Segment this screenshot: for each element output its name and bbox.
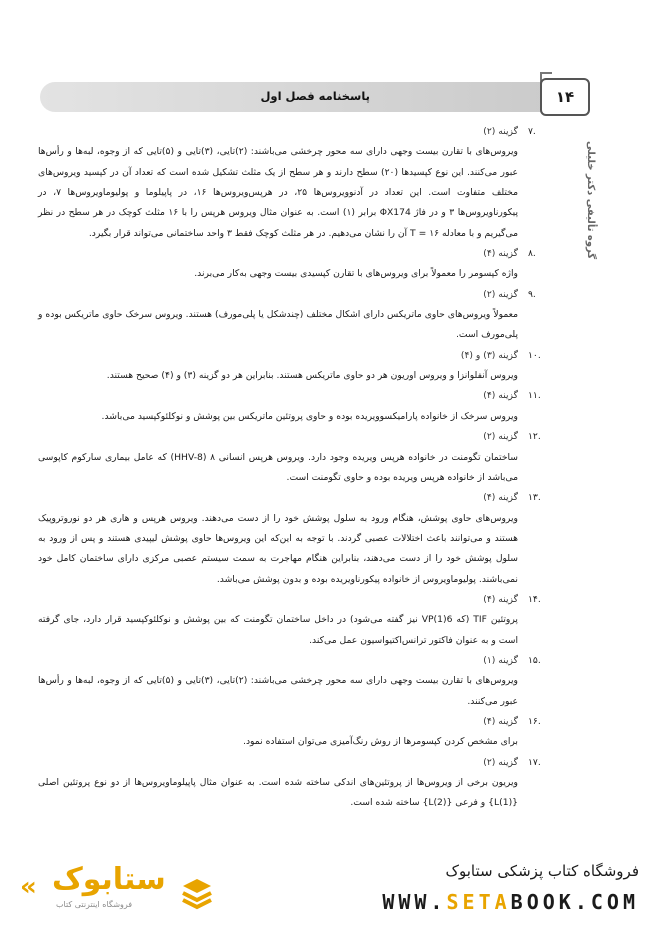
answer-item [38,285,538,346]
answer-choice: گزینه (۲) [483,756,518,768]
answer-item [38,488,541,590]
answer-item [38,122,538,244]
answer-explanation: برای مشخص کردن کپسومرها از روش رنگ‌آمیزی می‌توان استفاده نمود. [243,736,518,748]
question-number: ۹. [528,288,536,300]
book-stack-icon [180,876,214,910]
url-suffix: .COM [574,890,639,914]
chapter-header-bar [40,82,588,112]
answer-choice: گزینه (۴) [483,715,518,727]
answer-choice: گزینه (۱) [483,654,518,666]
answer-explanation: ویروس‌های با تقارن بیست وجهی دارای سه محور چرخشی می‌باشند: (۲)تایی، (۳)تایی و (۵)تایی که از وجوه، لبه‌ها و رأس‌ها عبور می‌کنند. [38,675,518,707]
logo-tagline: فروشگاه اینترنتی کتاب [56,900,133,909]
question-number: ۱۴. [528,593,541,605]
question-number: ۷. [528,126,536,137]
answer-item [38,651,541,712]
setabook-logo [20,858,220,918]
answer-choice: گزینه (۲) [483,431,518,443]
double-chevron-icon: « [20,872,37,902]
side-author-label: گروه تألیفی دکتر خلیلی [585,140,596,260]
question-number: ۸. [528,248,536,260]
answer-explanation: ویروس سرخک از خانواده پارامیکسوویریده بوده و حاوی پروتئین ماتریکس بین پوشش و نوکلئوکپسید می‌باشد. [101,410,518,422]
answer-choice: گزینه (۳) و (۴) [460,349,518,361]
answer-choice: گزینه (۴) [483,593,518,605]
answer-item [38,346,541,387]
question-number: ۱۲. [528,431,541,443]
answer-choice: گزینه (۴) [483,492,518,504]
url-prefix: WWW. [382,890,447,914]
question-number: ۱۶. [528,715,541,727]
answer-choice: گزینه (۴) [483,390,518,402]
question-number: ۱۱. [528,390,541,402]
answer-item [38,386,541,427]
answer-explanation: ویروس آنفلوانزا و ویروس اوریون هر دو حاوی ماتریکس هستند. بنابراین هر دو گزینه (۳) و (۴) صحیح هستند. [106,370,518,382]
shop-name: فروشگاه کتاب پزشکی ستابوک [445,862,639,880]
url-seta: SETA [446,890,511,914]
question-number: ۱۳. [528,492,541,504]
answer-choice: گزینه (۲) [483,126,518,137]
question-number: ۱۷. [528,756,541,768]
answer-explanation: ویریون برخی از ویروس‌ها از پروتئین‌های اندکی ساخته شده است. به عنوان مثال پاپیلوماویروس‌ها از دو نوع پروتئین اصلی {(L(1} و فرعی {(L(2} ساخته شده است. [38,777,518,809]
question-number: ۱۰. [528,349,541,361]
url-book: BOOK [510,890,575,914]
answer-choice: گزینه (۲) [483,288,518,300]
answer-item [38,427,541,488]
answer-explanation: پروتئین TIF (که VP(1)6 نیز گفته می‌شود) در داخل ساختمان تگومنت که بین پوشش و نوکلئوکپسید قرار دارد، جای گرفته است و به عنوان فاکتور ترانس‌اکتیواسیون عمل می‌کند. [38,614,518,646]
answer-explanation: واژه کپسومر را معمولاً برای ویروس‌های با تقارن کپسیدی بیست وجهی به‌کار می‌برند. [194,268,518,280]
answer-explanation: معمولاً ویروس‌های حاوی ماتریکس دارای اشکال مختلف (چندشکل یا پلی‌مورف) هستند. ویروس سرخک حاوی ماتریکس بوده و پلی‌مورف است. [38,309,518,341]
page-number: ۱۴ [540,78,590,116]
answer-list [38,122,541,814]
answer-item [38,753,541,814]
answer-explanation: ویروس‌های حاوی پوشش، هنگام ورود به سلول پوشش خود را از دست می‌دهند. ویروس هرپس و هاری هر دو نوروتروپیک هستند و می‌توانند باعث اختلالات عصبی گردند. با توجه به این‌که این ویروس‌ها حاوی پوشش لیپیدی هستند و پس از ورود به سلول پوشش خود را از دست می‌دهند، بنابراین هنگام مهاجرت به سمت سیستم عصبی مرکزی دارای ساختمان کامل خود نمی‌باشند. پولیوماویروس از خانواده پیکورناویریده بوده و بدون پوشش می‌باشد. [38,512,518,585]
answer-item [38,712,541,753]
answer-explanation: ویروس‌های با تقارن بیست وجهی دارای سه محور چرخشی می‌باشند: (۲)تایی، (۳)تایی و (۵)تایی که از وجوه، لبه‌ها و رأس‌ها عبور می‌کنند. این نوع کپسیدها (۲۰) سطح دارند و هر سطح از یک مثلث تشکیل شده است که تعداد آن در کپسید ویروس‌های مختلف متفاوت است. این تعداد در آدنوویروس‌ها ۲۵، در هرپس‌ویروس‌ها ۱۶، در پاپیلوما و پولیوماویروس‌ها ۷، در پیکورناویروس‌ها ۳ و در فاژ ΦX174 برابر (۱) است. به عنوان مثال ویروس هرپس را با ۱۶ مثلث کوچک در هر سطح در نظر می‌گیریم و با معادله T = ۱۶ آن را نشان می‌دهیم. در هر مثلث کوچک فقط ۳ واحد ساختمانی می‌تواند قرار بگیرد. [38,146,519,239]
header-title: پاسخنامه فصل اول [260,89,370,103]
question-number: ۱۵. [528,654,541,666]
logo-word: ستابوک [52,862,166,897]
answer-explanation: ساختمان تگومنت در خانواده هرپس ویریده وجود دارد. ویروس هرپس انسانی ۸ (HHV-8) که عامل بیماری سارکوم کاپوسی می‌باشد از خانواده هرپس ویریده بوده و حاوی تگومنت است. [38,451,518,483]
answer-item [38,244,538,285]
answer-item [38,590,541,651]
answer-choice: گزینه (۴) [483,248,518,260]
shop-url[interactable] [382,890,639,914]
